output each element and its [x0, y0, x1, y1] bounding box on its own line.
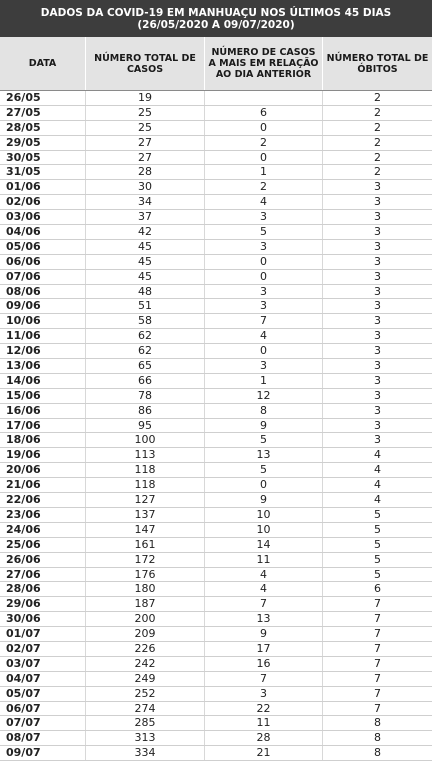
cell-date: 04/06 [0, 225, 86, 239]
cell-total-obitos: 2 [374, 150, 381, 164]
cell-total-casos: 58 [86, 314, 205, 328]
table-row [0, 612, 432, 627]
cell-total-obitos: 3 [374, 373, 381, 387]
cell-casos-a-mais: 5 [205, 433, 323, 447]
cell-date: 25/06 [0, 538, 86, 552]
table-row [0, 746, 432, 761]
cell-total-obitos: 3 [374, 180, 381, 194]
cell-date: 03/06 [0, 210, 86, 224]
table-row [0, 285, 432, 300]
cell-total-casos: 45 [86, 255, 205, 269]
cell-date: 18/06 [0, 433, 86, 447]
cell-total-casos: 118 [86, 478, 205, 492]
cell-casos-a-mais: 16 [205, 657, 323, 671]
cell-date: 20/06 [0, 463, 86, 477]
cell-total-casos: 274 [86, 702, 205, 716]
table-row [0, 195, 432, 210]
cell-casos-a-mais: 5 [205, 225, 323, 239]
cell-casos-a-mais: 9 [205, 627, 323, 641]
cell-date: 05/07 [0, 687, 86, 701]
cell-total-obitos: 3 [374, 314, 381, 328]
cell-date: 17/06 [0, 419, 86, 433]
cell-total-obitos: 3 [374, 359, 381, 373]
cell-total-obitos: 3 [374, 388, 381, 402]
cell-total-obitos: 4 [374, 493, 381, 507]
cell-casos-a-mais: 14 [205, 538, 323, 552]
cell-casos-a-mais: 10 [205, 523, 323, 537]
cell-total-obitos: 4 [374, 478, 381, 492]
cell-date: 02/07 [0, 642, 86, 656]
cell-date: 06/06 [0, 255, 86, 269]
cell-total-casos: 65 [86, 359, 205, 373]
cell-date: 08/06 [0, 285, 86, 299]
table-row [0, 106, 432, 121]
cell-date: 26/06 [0, 553, 86, 567]
cell-date: 30/06 [0, 612, 86, 626]
cell-total-obitos: 2 [374, 91, 381, 104]
table-row [0, 151, 432, 166]
cell-casos-a-mais: 3 [205, 210, 323, 224]
cell-casos-a-mais: 2 [205, 136, 323, 150]
cell-total-casos: 19 [86, 91, 205, 105]
cell-total-casos: 62 [86, 329, 205, 343]
table-title [0, 0, 432, 37]
table-row [0, 463, 432, 478]
cell-date: 30/05 [0, 151, 86, 165]
cell-total-casos: 176 [86, 568, 205, 582]
cell-total-casos: 86 [86, 404, 205, 418]
cell-date: 04/07 [0, 672, 86, 686]
table-row [0, 478, 432, 493]
cell-total-casos: 127 [86, 493, 205, 507]
cell-total-obitos: 3 [374, 269, 381, 283]
cell-casos-a-mais: 2 [205, 180, 323, 194]
cell-total-casos: 25 [86, 106, 205, 120]
table-row [0, 568, 432, 583]
cell-total-obitos: 2 [374, 135, 381, 149]
cell-date: 27/06 [0, 568, 86, 582]
table-row [0, 642, 432, 657]
cell-total-casos: 285 [86, 716, 205, 730]
cell-casos-a-mais: 0 [205, 121, 323, 135]
cell-total-casos: 249 [86, 672, 205, 686]
cell-total-casos: 62 [86, 344, 205, 358]
cell-date: 31/05 [0, 165, 86, 179]
header-total-obitos: NÚMERO TOTAL DE ÓBITOS [326, 52, 429, 75]
cell-total-casos: 25 [86, 121, 205, 135]
cell-casos-a-mais: 9 [205, 493, 323, 507]
cell-total-casos: 187 [86, 597, 205, 611]
cell-date: 19/06 [0, 448, 86, 462]
cell-total-casos: 147 [86, 523, 205, 537]
cell-total-obitos: 3 [374, 225, 381, 239]
table-body [0, 91, 432, 761]
cell-total-casos: 209 [86, 627, 205, 641]
table-row [0, 374, 432, 389]
table-row [0, 404, 432, 419]
table-row [0, 702, 432, 717]
table-row [0, 359, 432, 374]
cell-total-casos: 113 [86, 448, 205, 462]
cell-total-obitos: 3 [374, 329, 381, 343]
cell-date: 27/05 [0, 106, 86, 120]
table-row [0, 225, 432, 240]
cell-casos-a-mais: 5 [205, 463, 323, 477]
cell-date: 01/06 [0, 180, 86, 194]
cell-total-casos: 137 [86, 508, 205, 522]
cell-casos-a-mais: 11 [205, 553, 323, 567]
cell-date: 09/07 [0, 746, 86, 760]
cell-total-obitos: 7 [374, 612, 381, 626]
cell-total-obitos: 2 [374, 120, 381, 134]
table-row [0, 433, 432, 448]
cell-total-obitos: 8 [374, 746, 381, 760]
cell-total-casos: 172 [86, 553, 205, 567]
cell-total-casos: 95 [86, 419, 205, 433]
table-row [0, 553, 432, 568]
cell-total-obitos: 7 [374, 686, 381, 700]
cell-casos-a-mais: 11 [205, 716, 323, 730]
cell-date: 03/07 [0, 657, 86, 671]
cell-date: 24/06 [0, 523, 86, 537]
table-row [0, 508, 432, 523]
cell-casos-a-mais: 4 [205, 195, 323, 209]
cell-total-casos: 252 [86, 687, 205, 701]
table-header [0, 37, 432, 91]
cell-casos-a-mais: 21 [205, 746, 323, 760]
cell-casos-a-mais: 8 [205, 404, 323, 418]
cell-total-casos: 37 [86, 210, 205, 224]
cell-total-obitos: 8 [374, 716, 381, 730]
cell-date: 23/06 [0, 508, 86, 522]
cell-casos-a-mais: 9 [205, 419, 323, 433]
table-row [0, 299, 432, 314]
cell-casos-a-mais: 28 [205, 731, 323, 745]
cell-total-casos: 313 [86, 731, 205, 745]
cell-total-obitos: 5 [374, 522, 381, 536]
table-row [0, 389, 432, 404]
cell-total-casos: 161 [86, 538, 205, 552]
cell-total-obitos: 3 [374, 284, 381, 298]
cell-total-obitos: 5 [374, 552, 381, 566]
cell-date: 29/05 [0, 136, 86, 150]
table-row [0, 329, 432, 344]
table-row [0, 210, 432, 225]
table-row [0, 627, 432, 642]
table-row [0, 448, 432, 463]
cell-total-obitos: 3 [374, 433, 381, 447]
cell-casos-a-mais: 7 [205, 314, 323, 328]
cell-date: 16/06 [0, 404, 86, 418]
table-row [0, 582, 432, 597]
cell-total-obitos: 3 [374, 403, 381, 417]
table-row [0, 523, 432, 538]
cell-date: 11/06 [0, 329, 86, 343]
cell-total-casos: 30 [86, 180, 205, 194]
cell-total-obitos: 8 [374, 731, 381, 745]
table-row [0, 731, 432, 746]
cell-total-casos: 200 [86, 612, 205, 626]
cell-total-obitos: 3 [374, 239, 381, 253]
cell-total-obitos: 3 [374, 195, 381, 209]
cell-total-casos: 42 [86, 225, 205, 239]
cell-total-obitos: 7 [374, 671, 381, 685]
cell-date: 07/07 [0, 716, 86, 730]
cell-total-obitos: 7 [374, 701, 381, 715]
table-row [0, 657, 432, 672]
cell-total-obitos: 4 [374, 448, 381, 462]
cell-casos-a-mais [205, 91, 323, 105]
cell-total-casos: 28 [86, 165, 205, 179]
cell-casos-a-mais: 3 [205, 299, 323, 313]
cell-date: 10/06 [0, 314, 86, 328]
cell-total-casos: 48 [86, 285, 205, 299]
cell-total-obitos: 7 [374, 656, 381, 670]
cell-total-casos: 66 [86, 374, 205, 388]
cell-date: 14/06 [0, 374, 86, 388]
cell-date: 21/06 [0, 478, 86, 492]
cell-total-casos: 334 [86, 746, 205, 760]
cell-casos-a-mais: 0 [205, 478, 323, 492]
cell-total-casos: 78 [86, 389, 205, 403]
cell-total-obitos: 3 [374, 344, 381, 358]
cell-casos-a-mais: 13 [205, 448, 323, 462]
cell-total-obitos: 3 [374, 299, 381, 313]
cell-casos-a-mais: 0 [205, 255, 323, 269]
title-line-1: DADOS DA COVID-19 EM MANHUAÇU NOS ÚLTIMOS 45 DIAS [40, 6, 392, 19]
table-row [0, 165, 432, 180]
cell-date: 26/05 [0, 91, 86, 105]
table-row [0, 493, 432, 508]
cell-casos-a-mais: 3 [205, 285, 323, 299]
cell-total-obitos: 6 [374, 582, 381, 596]
table-row [0, 180, 432, 195]
cell-casos-a-mais: 0 [205, 151, 323, 165]
cell-total-casos: 45 [86, 270, 205, 284]
table-row [0, 121, 432, 136]
cell-total-obitos: 7 [374, 627, 381, 641]
cell-casos-a-mais: 10 [205, 508, 323, 522]
table-row [0, 672, 432, 687]
cell-total-obitos: 3 [374, 210, 381, 224]
cell-total-obitos: 3 [374, 254, 381, 268]
cell-date: 05/06 [0, 240, 86, 254]
cell-casos-a-mais: 13 [205, 612, 323, 626]
cell-date: 09/06 [0, 299, 86, 313]
cell-casos-a-mais: 4 [205, 568, 323, 582]
table-row [0, 270, 432, 285]
cell-casos-a-mais: 1 [205, 165, 323, 179]
cell-total-obitos: 3 [374, 418, 381, 432]
cell-total-casos: 226 [86, 642, 205, 656]
cell-casos-a-mais: 12 [205, 389, 323, 403]
cell-total-casos: 27 [86, 151, 205, 165]
cell-casos-a-mais: 7 [205, 672, 323, 686]
table-row [0, 314, 432, 329]
table-row [0, 597, 432, 612]
cell-casos-a-mais: 7 [205, 597, 323, 611]
cell-casos-a-mais: 0 [205, 344, 323, 358]
table-row [0, 240, 432, 255]
header-casos-a-mais: NÚMERO DE CASOS A MAIS EM RELAÇÃO AO DIA ANTERIOR [205, 37, 323, 90]
cell-date: 06/07 [0, 702, 86, 716]
table-row [0, 255, 432, 270]
cell-casos-a-mais: 0 [205, 270, 323, 284]
cell-date: 08/07 [0, 731, 86, 745]
title-line-2: (26/05/2020 A 09/07/2020) [137, 18, 295, 31]
cell-total-obitos: 5 [374, 537, 381, 551]
cell-date: 22/06 [0, 493, 86, 507]
cell-casos-a-mais: 1 [205, 374, 323, 388]
cell-total-casos: 34 [86, 195, 205, 209]
cell-casos-a-mais: 3 [205, 687, 323, 701]
table-row [0, 716, 432, 731]
cell-date: 12/06 [0, 344, 86, 358]
cell-total-obitos: 4 [374, 463, 381, 477]
cell-casos-a-mais: 4 [205, 329, 323, 343]
cell-total-obitos: 5 [374, 567, 381, 581]
cell-total-obitos: 2 [374, 165, 381, 179]
cell-total-casos: 51 [86, 299, 205, 313]
cell-total-obitos: 2 [374, 105, 381, 119]
cell-casos-a-mais: 4 [205, 582, 323, 596]
cell-casos-a-mais: 3 [205, 359, 323, 373]
cell-total-casos: 45 [86, 240, 205, 254]
cell-total-obitos: 5 [374, 507, 381, 521]
cell-total-casos: 118 [86, 463, 205, 477]
cell-total-obitos: 7 [374, 597, 381, 611]
cell-casos-a-mais: 6 [205, 106, 323, 120]
table-row [0, 344, 432, 359]
cell-casos-a-mais: 22 [205, 702, 323, 716]
cell-casos-a-mais: 17 [205, 642, 323, 656]
cell-date: 07/06 [0, 270, 86, 284]
cell-date: 13/06 [0, 359, 86, 373]
cell-total-obitos: 7 [374, 641, 381, 655]
cell-date: 29/06 [0, 597, 86, 611]
cell-total-casos: 27 [86, 136, 205, 150]
cell-date: 28/05 [0, 121, 86, 135]
cell-date: 01/07 [0, 627, 86, 641]
table-row [0, 419, 432, 434]
cell-date: 28/06 [0, 582, 86, 596]
cell-date: 15/06 [0, 389, 86, 403]
header-data: DATA [0, 37, 86, 90]
cell-date: 02/06 [0, 195, 86, 209]
table-row [0, 91, 432, 106]
table-row [0, 687, 432, 702]
cell-total-casos: 180 [86, 582, 205, 596]
table-row [0, 538, 432, 553]
cell-total-casos: 100 [86, 433, 205, 447]
header-total-casos: NÚMERO TOTAL DE CASOS [86, 37, 205, 90]
table-row [0, 136, 432, 151]
cell-total-casos: 242 [86, 657, 205, 671]
cell-casos-a-mais: 3 [205, 240, 323, 254]
